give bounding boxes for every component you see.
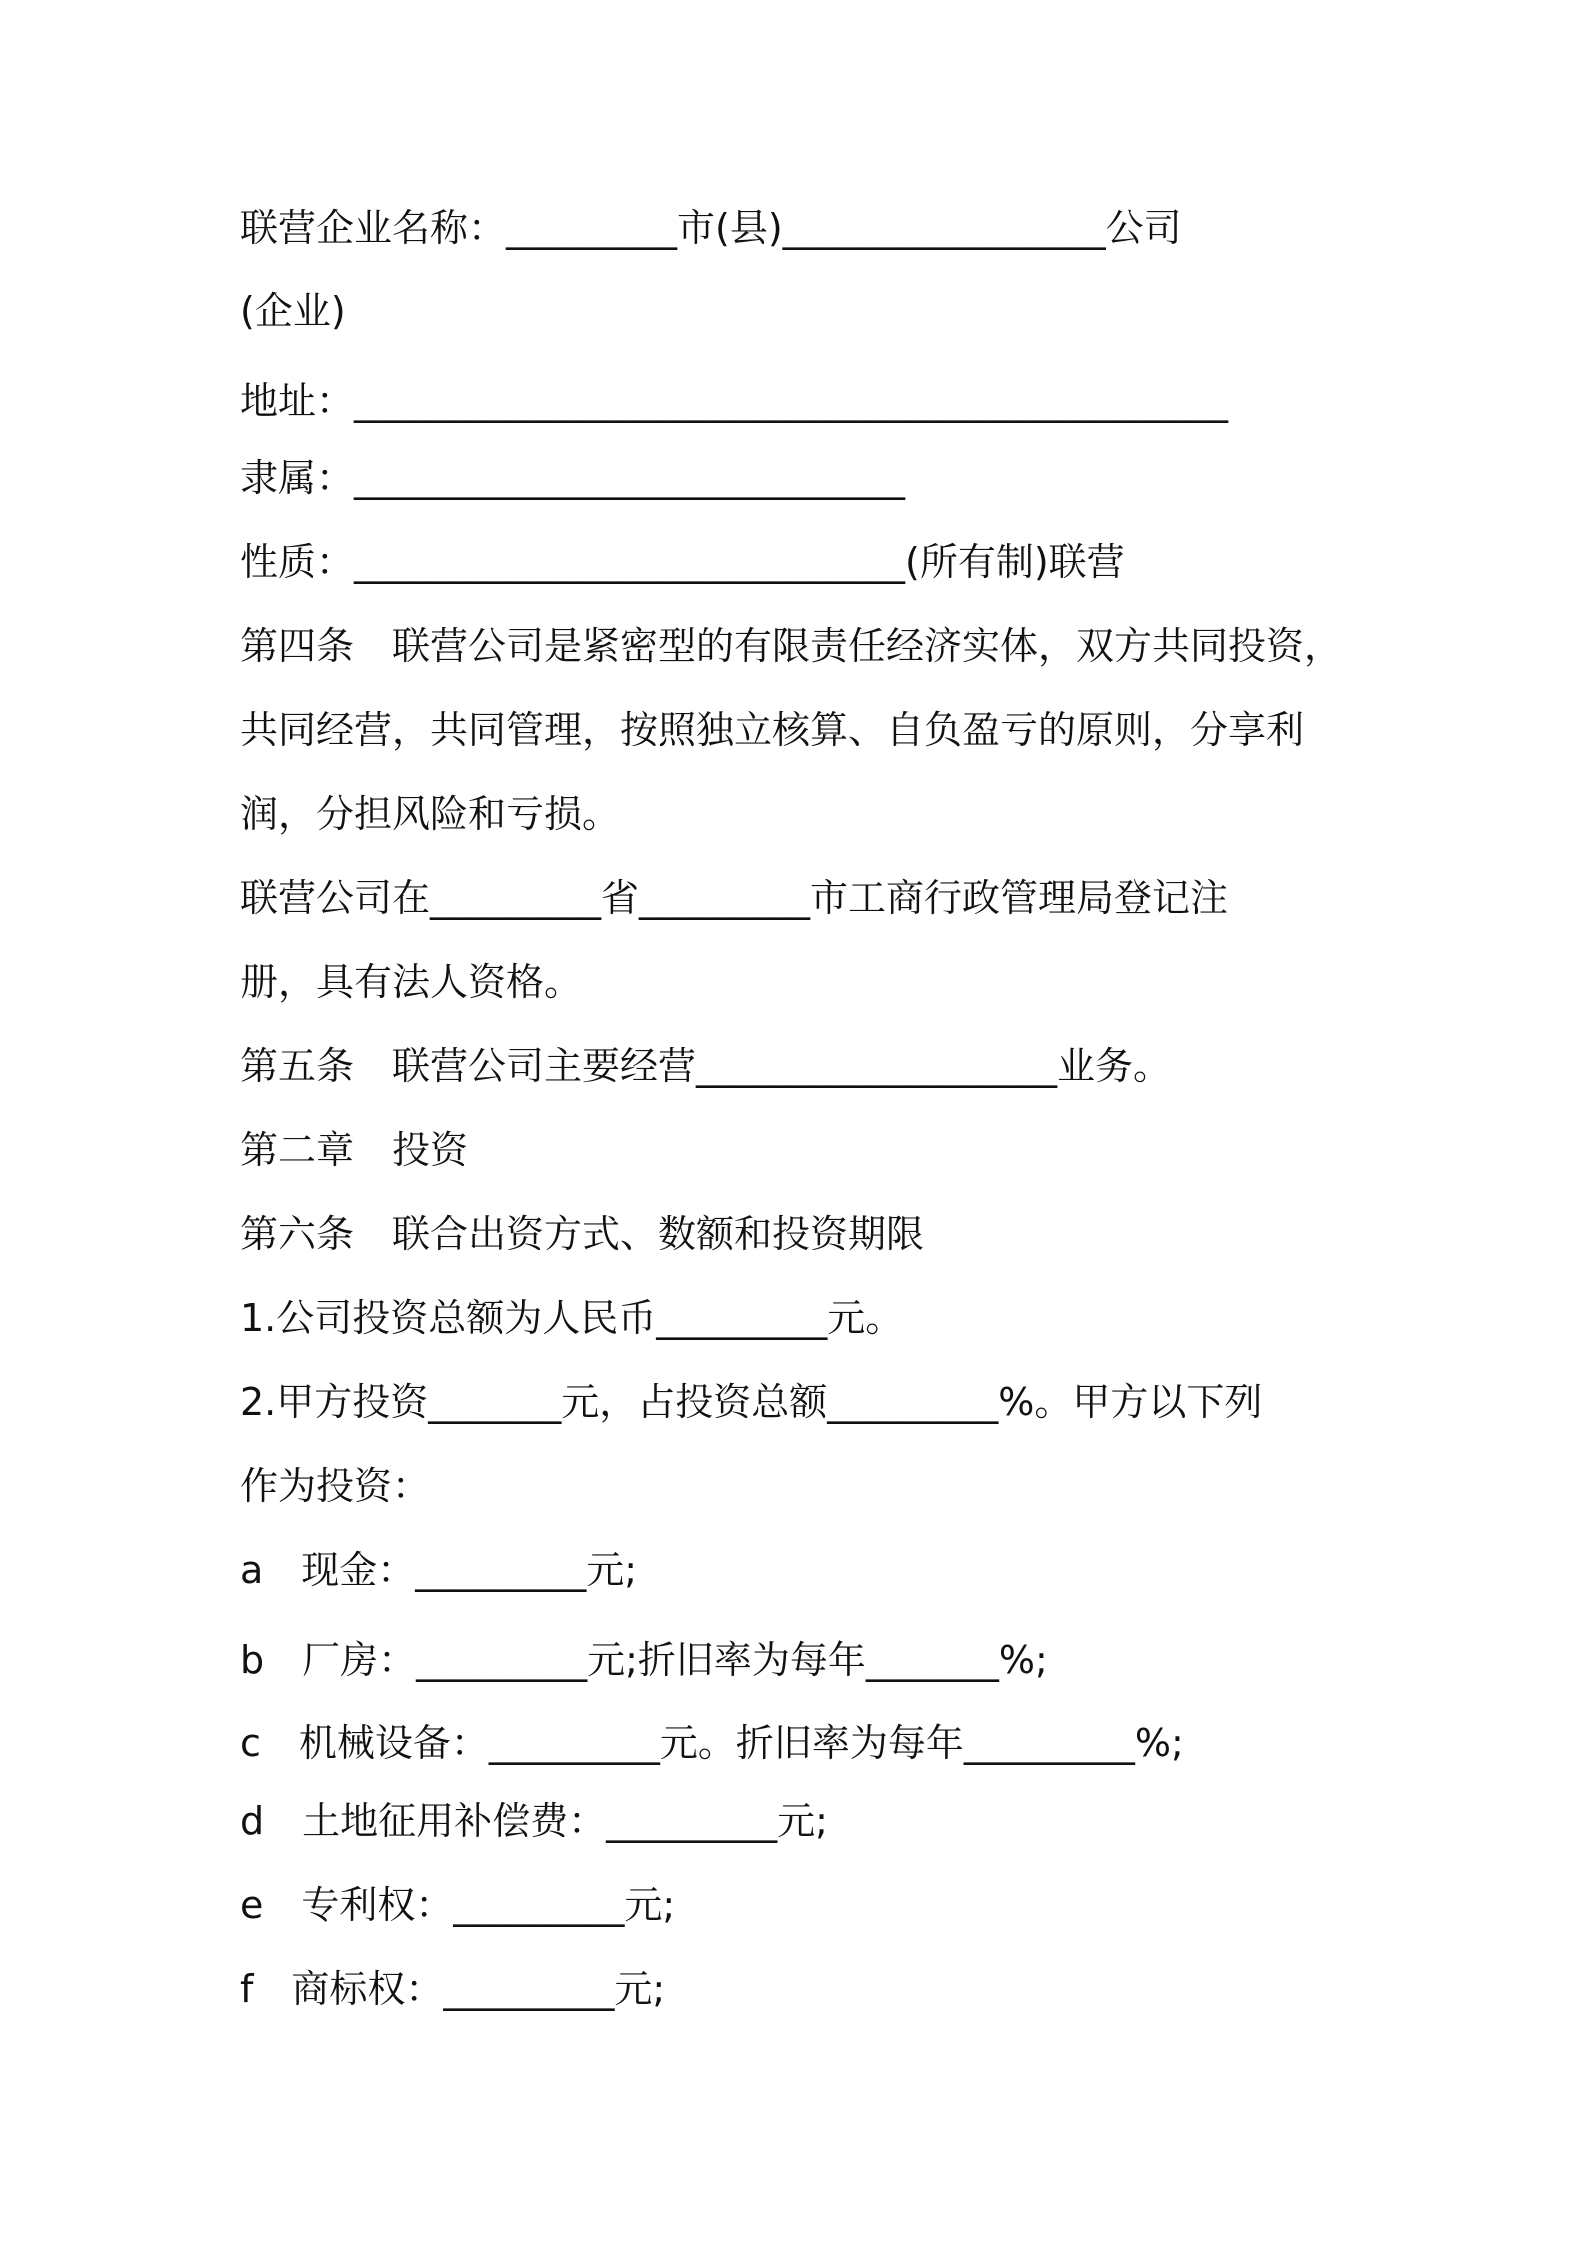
cash-item: a 现金：_________元; [240, 1548, 638, 1592]
chapter-two-heading: 第二章 投资 [240, 1128, 469, 1172]
equipment-item: c 机械设备：_________元。折旧率为每年_________%; [240, 1721, 1184, 1765]
affiliation-line: 隶属：_____________________________ [240, 456, 906, 500]
land-compensation-item: d 土地征用补偿费：_________元; [240, 1799, 828, 1843]
article-four-line-3: 润，分担风险和亏损。 [240, 792, 621, 836]
patent-item: e 专利权：_________元; [240, 1883, 676, 1927]
factory-item: b 厂房：_________元;折旧率为每年_______%; [240, 1638, 1048, 1682]
article-four-line-2: 共同经营，共同管理，按照独立核算、自负盈亏的原则，分享利 [240, 708, 1305, 752]
article-five-line: 第五条 联营公司主要经营___________________业务。 [240, 1044, 1172, 1088]
address-line: 地址：______________________________________________ [240, 379, 1229, 423]
party-a-investment-caption: 作为投资： [240, 1464, 431, 1508]
registration-line-1: 联营公司在_________省_________市工商行政管理局登记注 [240, 876, 1229, 920]
enterprise-name-line: 联营企业名称：_________市(县)_________________公司 [240, 206, 1182, 250]
nature-line: 性质：_____________________________(所有制)联营 [240, 540, 1125, 584]
party-a-investment-line: 2.甲方投资_______元，占投资总额_________%。甲方以下列 [240, 1380, 1263, 1424]
article-four-line-1: 第四条 联营公司是紧密型的有限责任经济实体，双方共同投资， [240, 624, 1343, 668]
investment-total-line: 1.公司投资总额为人民币_________元。 [240, 1296, 904, 1340]
trademark-item: f 商标权：_________元; [240, 1967, 666, 2011]
article-six-line: 第六条 联合出资方式、数额和投资期限 [240, 1212, 925, 1256]
registration-line-2: 册，具有法人资格。 [240, 960, 583, 1004]
enterprise-suffix-line: (企业) [240, 289, 346, 333]
